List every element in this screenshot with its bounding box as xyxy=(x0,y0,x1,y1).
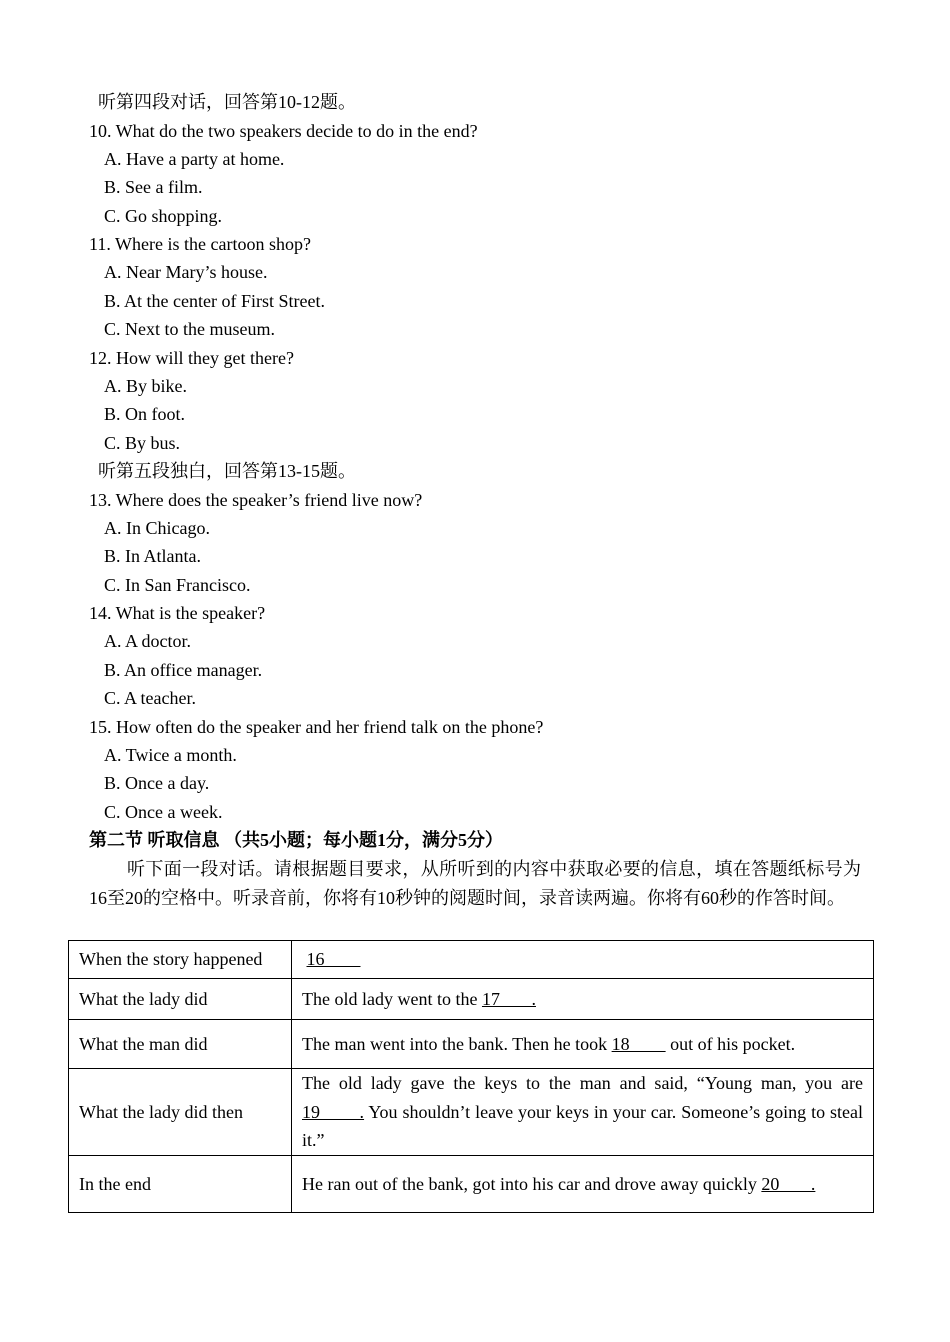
question-14: 14. What is the speaker? xyxy=(89,603,266,623)
q12-option-b: B. On foot. xyxy=(104,404,185,424)
table-row xyxy=(69,979,874,1020)
question-15: 15. How often do the speaker and her friend talk on the phone? xyxy=(89,717,544,737)
q11-option-c: C. Next to the museum. xyxy=(104,319,275,339)
q15-option-b: B. Once a day. xyxy=(104,773,210,793)
q14-option-a: A. A doctor. xyxy=(104,631,192,651)
row-text: The old lady went to the xyxy=(302,988,482,1009)
row-label: What the man did xyxy=(69,1020,292,1069)
row-label: What the lady did xyxy=(69,979,292,1020)
answer-blank-16[interactable]: 16 xyxy=(306,949,361,970)
part2-instructions: 听下面一段对话。请根据题目要求，从所听到的内容中获取必要的信息，填在答题纸标号为16至20的空格中。听录音前，你将有10秒钟的阅题时间，录音读两遍。你将有60秒的作答时间。 xyxy=(89,859,861,908)
question-12: 12. How will they get there? xyxy=(89,348,294,368)
question-11: 11. Where is the cartoon shop? xyxy=(89,234,311,254)
q13-option-c: C. In San Francisco. xyxy=(104,575,251,595)
row-label: When the story happened xyxy=(69,941,292,979)
table-row xyxy=(69,1156,874,1213)
question-10: 10. What do the two speakers decide to do in the end? xyxy=(89,121,478,141)
table-row xyxy=(69,941,874,979)
q12-option-c: C. By bus. xyxy=(104,433,181,453)
row-label: What the lady did then xyxy=(69,1069,292,1156)
q10-option-c: C. Go shopping. xyxy=(104,206,223,226)
q14-option-c: C. A teacher. xyxy=(104,688,196,708)
row-text: out of his pocket. xyxy=(665,1033,796,1054)
q10-option-a: A. Have a party at home. xyxy=(104,149,285,169)
q13-option-b: B. In Atlanta. xyxy=(104,546,201,566)
row-label: In the end xyxy=(69,1156,292,1213)
row-text: The old lady gave the keys to the man and said, “Young man, you are xyxy=(302,1073,863,1094)
q15-option-c: C. Once a week. xyxy=(104,802,223,822)
q15-option-a: A. Twice a month. xyxy=(104,745,237,765)
section5-note: 听第五段独白，回答第13-15题。 xyxy=(98,461,356,481)
answer-blank-19[interactable]: 19 . xyxy=(302,1101,365,1122)
info-table xyxy=(68,940,874,1213)
answer-blank-20[interactable]: 20 . xyxy=(761,1173,816,1194)
row-text: He ran out of the bank, got into his car and drove away quickly xyxy=(302,1173,762,1194)
q13-option-a: A. In Chicago. xyxy=(104,518,210,538)
answer-blank-17[interactable]: 17 . xyxy=(481,988,536,1009)
table-row xyxy=(69,1020,874,1069)
row-content xyxy=(292,941,874,979)
part2-title: 第二节 听取信息 （共5小题；每小题1分，满分5分） xyxy=(89,830,503,850)
row-text: You shouldn’t leave your keys in your car. Someone’s going to steal it.” xyxy=(302,1101,864,1151)
section4-note: 听第四段对话，回答第10-12题。 xyxy=(98,92,356,112)
q12-option-a: A. By bike. xyxy=(104,376,187,396)
answer-blank-18[interactable]: 18 xyxy=(611,1033,666,1054)
question-13: 13. Where does the speaker’s friend live now? xyxy=(89,490,423,510)
row-content xyxy=(292,1156,874,1213)
table-row xyxy=(69,1069,874,1156)
row-content xyxy=(292,1020,874,1069)
q10-option-b: B. See a film. xyxy=(104,177,203,197)
q11-option-b: B. At the center of First Street. xyxy=(104,291,325,311)
row-content xyxy=(292,1069,874,1156)
row-content xyxy=(292,979,874,1020)
q11-option-a: A. Near Mary’s house. xyxy=(104,262,268,282)
row-text: The man went into the bank. Then he took xyxy=(302,1033,612,1054)
q14-option-b: B. An office manager. xyxy=(104,660,263,680)
